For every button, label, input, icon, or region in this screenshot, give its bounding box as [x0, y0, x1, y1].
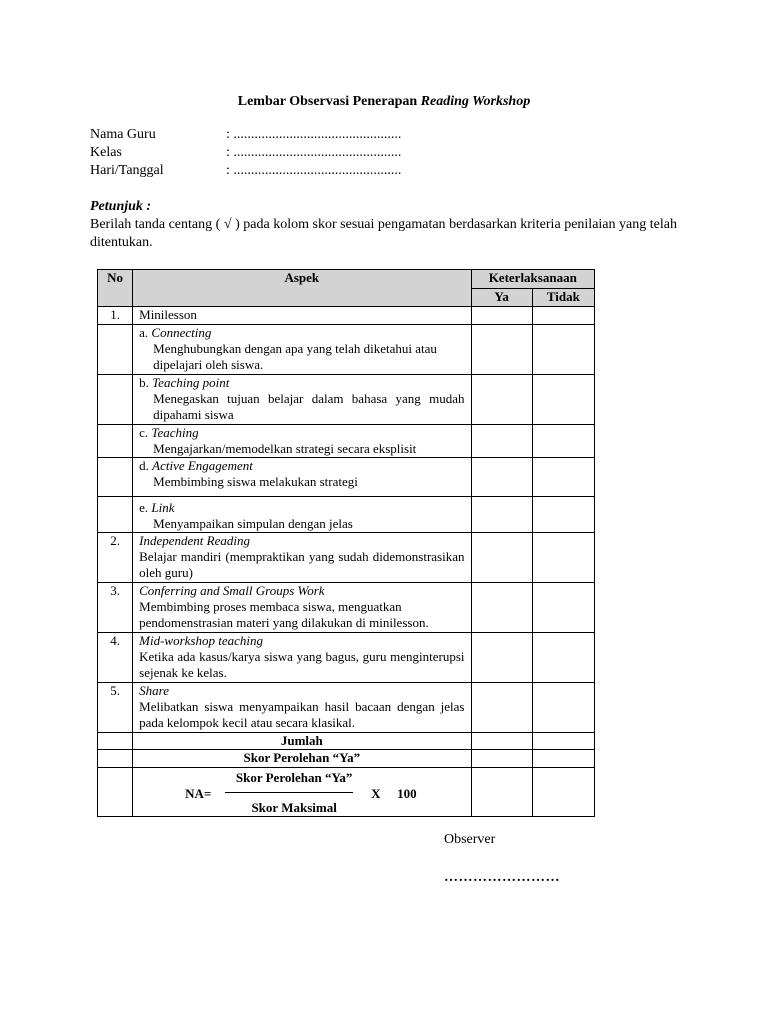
checkbox-cell-ya[interactable]	[471, 533, 532, 583]
item-number: 1.	[98, 307, 133, 325]
na-ya-cell[interactable]	[471, 768, 532, 817]
title-main: Lembar Observasi Penerapan	[237, 94, 421, 109]
signature-line: ……………………	[444, 870, 560, 885]
checkbox-cell-ya[interactable]	[471, 497, 532, 533]
sub-item: b. Teaching point Menegaskan tujuan belajar dalam bahasa yang mudah dipahami siswa	[133, 375, 471, 425]
table-row	[98, 425, 595, 458]
sub-item-name: Link	[151, 500, 175, 515]
sub-item-desc: Menyampaikan simpulan dengan jelas	[153, 516, 353, 531]
sub-item-desc: Menghubungkan dengan apa yang telah diketahui atau dipelajari oleh siswa.	[153, 341, 437, 372]
table-row	[98, 750, 595, 768]
table-row	[98, 768, 595, 817]
item-title: Share	[139, 683, 169, 698]
observation-table	[97, 269, 595, 817]
sub-item-desc: Membimbing siswa melakukan strategi	[153, 474, 358, 489]
checkbox-cell-tidak[interactable]	[532, 425, 594, 458]
checkbox-cell-ya[interactable]	[471, 458, 532, 497]
checkbox-cell-tidak[interactable]	[532, 458, 594, 497]
na-label: NA=	[185, 786, 212, 801]
checkbox-cell-ya[interactable]	[471, 683, 532, 733]
checkbox-cell-tidak[interactable]	[532, 497, 594, 533]
sub-item: d. Active Engagement Membimbing siswa melakukan strategi	[133, 458, 471, 497]
jumlah-ya-cell[interactable]	[471, 733, 532, 750]
checkbox-cell-ya[interactable]	[471, 375, 532, 425]
sub-item-desc: Menegaskan tujuan belajar dalam bahasa yang mudah dipahami siswa	[153, 391, 465, 422]
checkbox-cell-tidak[interactable]	[532, 307, 594, 325]
table-row	[98, 375, 595, 425]
checkbox-cell-ya[interactable]	[471, 307, 532, 325]
table-row	[98, 325, 595, 375]
header-keterlaksanaan: Keterlaksanaan	[471, 270, 595, 289]
item-number: 2.	[98, 533, 133, 583]
field-label-kelas: Kelas	[90, 145, 122, 160]
table-row	[98, 633, 595, 683]
page-title	[0, 94, 768, 110]
skor-tidak-cell[interactable]	[532, 750, 594, 768]
sub-item: e. Link Menyampaikan simpulan dengan jelas	[133, 497, 471, 533]
sub-item: a. Connecting Menghubungkan dengan apa yang telah diketahui atau dipelajari oleh siswa.	[133, 325, 471, 375]
item-title: Independent Reading	[139, 533, 250, 548]
sub-item-name: Teaching	[151, 425, 199, 440]
jumlah-label: Jumlah	[133, 733, 471, 750]
jumlah-tidak-cell[interactable]	[532, 733, 594, 750]
sub-item-name: Active Engagement	[152, 458, 253, 473]
field-value-nama-guru: : ................................................	[226, 127, 402, 142]
skor-perolehan-label: Skor Perolehan “Ya”	[133, 750, 471, 768]
sub-item-name: Connecting	[151, 325, 212, 340]
table-row	[98, 683, 595, 733]
item-desc: Ketika ada kasus/karya siswa yang bagus, guru menginterupsi sejenak ke kelas.	[139, 649, 465, 680]
item-number: 3.	[98, 583, 133, 633]
table-row	[98, 307, 595, 325]
item-desc: Belajar mandiri (mempraktikan yang sudah didemonstrasikan oleh guru)	[139, 549, 465, 580]
checkbox-cell-tidak[interactable]	[532, 325, 594, 375]
field-label-hari-tanggal: Hari/Tanggal	[90, 163, 164, 178]
checkbox-cell-ya[interactable]	[471, 583, 532, 633]
table-row	[98, 733, 595, 750]
na-formula	[133, 768, 471, 817]
checkbox-cell-tidak[interactable]	[532, 533, 594, 583]
times-sign: X	[371, 786, 381, 801]
na-factor: 100	[397, 786, 417, 801]
table-row	[98, 583, 595, 633]
header-no: No	[98, 270, 133, 307]
checkbox-cell-tidak[interactable]	[532, 633, 594, 683]
checkbox-cell-ya[interactable]	[471, 325, 532, 375]
observer-label: Observer	[444, 832, 496, 847]
sub-item-desc: Mengajarkan/memodelkan strategi secara eksplisit	[153, 441, 417, 456]
item-title: Mid-workshop teaching	[139, 633, 263, 648]
checkbox-cell-tidak[interactable]	[532, 683, 594, 733]
petunjuk-heading: Petunjuk :	[90, 199, 152, 214]
header-tidak: Tidak	[532, 289, 594, 307]
checkbox-cell-ya[interactable]	[471, 425, 532, 458]
checkbox-cell-tidak[interactable]	[532, 583, 594, 633]
fraction-line	[225, 792, 353, 793]
item-number: 5.	[98, 683, 133, 733]
na-tidak-cell[interactable]	[532, 768, 594, 817]
field-value-kelas: : ................................................	[226, 145, 402, 160]
skor-ya-cell[interactable]	[471, 750, 532, 768]
table-row	[98, 497, 595, 533]
title-italic: Reading Workshop	[420, 94, 531, 109]
sub-item: c. Teaching Mengajarkan/memodelkan strategi secara eksplisit	[133, 425, 471, 458]
item-title: Minilesson	[133, 307, 471, 325]
field-value-hari-tanggal: : ................................................	[226, 163, 402, 178]
item-desc: Membimbing proses membaca siswa, menguatkan pendomenstrasian materi yang dilakukan di minilesson.	[139, 599, 429, 630]
item-title: Conferring and Small Groups Work	[139, 583, 325, 598]
checkbox-cell-tidak[interactable]	[532, 375, 594, 425]
sub-item-name: Teaching point	[152, 375, 230, 390]
petunjuk-text: Berilah tanda centang ( √ ) pada kolom skor sesuai pengamatan berdasarkan kriteria penilaian yang telah ditentukan.	[90, 217, 677, 250]
header-ya: Ya	[471, 289, 532, 307]
header-aspek: Aspek	[133, 270, 471, 307]
table-row	[98, 533, 595, 583]
table-row	[98, 458, 595, 497]
na-denominator: Skor Maksimal	[251, 800, 337, 815]
checkbox-cell-ya[interactable]	[471, 633, 532, 683]
field-label-nama-guru: Nama Guru	[90, 127, 156, 142]
na-numerator: Skor Perolehan “Ya”	[235, 770, 353, 785]
item-number: 4.	[98, 633, 133, 683]
item-desc: Melibatkan siswa menyampaikan hasil bacaan dengan jelas pada kelompok kecil atau secara klasikal.	[139, 699, 465, 730]
